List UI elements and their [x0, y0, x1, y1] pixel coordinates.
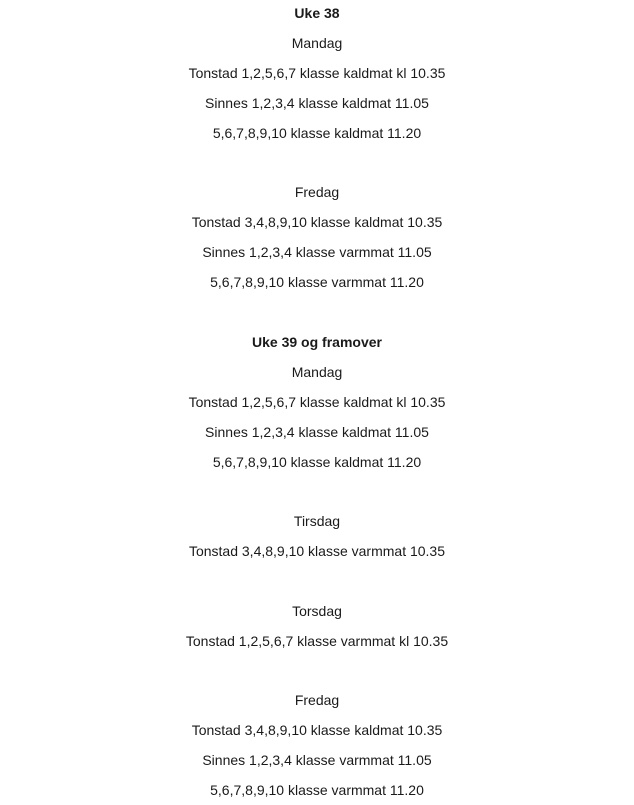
week-38-friday-label: Fredag [294, 184, 340, 200]
week-39-tuesday-line: Tonstad 3,4,8,9,10 klasse varmmat 10.35 [188, 543, 446, 559]
week-39-monday-line: 5,6,7,8,9,10 klasse kaldmat 11.20 [212, 454, 422, 470]
week-38-heading: Uke 38 [294, 5, 340, 21]
week-38-monday-line: 5,6,7,8,9,10 klasse kaldmat 11.20 [212, 125, 422, 141]
week-39-monday-line: Sinnes 1,2,3,4 klasse kaldmat 11.05 [205, 424, 429, 440]
week-38-monday-line: Tonstad 1,2,5,6,7 klasse kaldmat kl 10.35 [188, 65, 446, 81]
week-38-friday-line: Sinnes 1,2,3,4 klasse varmmat 11.05 [202, 244, 432, 260]
week-39-friday-line: Tonstad 3,4,8,9,10 klasse kaldmat 10.35 [191, 722, 443, 738]
week-38-monday-label: Mandag [291, 35, 343, 51]
week-39-thursday-line: Tonstad 1,2,5,6,7 klasse varmmat kl 10.35 [185, 633, 449, 649]
week-39-thursday-label: Torsdag [292, 603, 342, 619]
week-39-friday-label: Fredag [294, 692, 340, 708]
week-39-monday-line: Tonstad 1,2,5,6,7 klasse kaldmat kl 10.35 [188, 394, 446, 410]
week-39-heading: Uke 39 og framover [252, 334, 382, 350]
week-38-monday-line: Sinnes 1,2,3,4 klasse kaldmat 11.05 [205, 95, 429, 111]
week-38-friday-line: 5,6,7,8,9,10 klasse varmmat 11.20 [210, 274, 424, 290]
week-39-tuesday-label: Tirsdag [293, 513, 341, 529]
week-39-friday-line: Sinnes 1,2,3,4 klasse varmmat 11.05 [202, 752, 432, 768]
week-39-monday-label: Mandag [291, 364, 343, 380]
week-38-friday-line: Tonstad 3,4,8,9,10 klasse kaldmat 10.35 [191, 214, 443, 230]
week-39-friday-line: 5,6,7,8,9,10 klasse varmmat 11.20 [210, 782, 424, 798]
